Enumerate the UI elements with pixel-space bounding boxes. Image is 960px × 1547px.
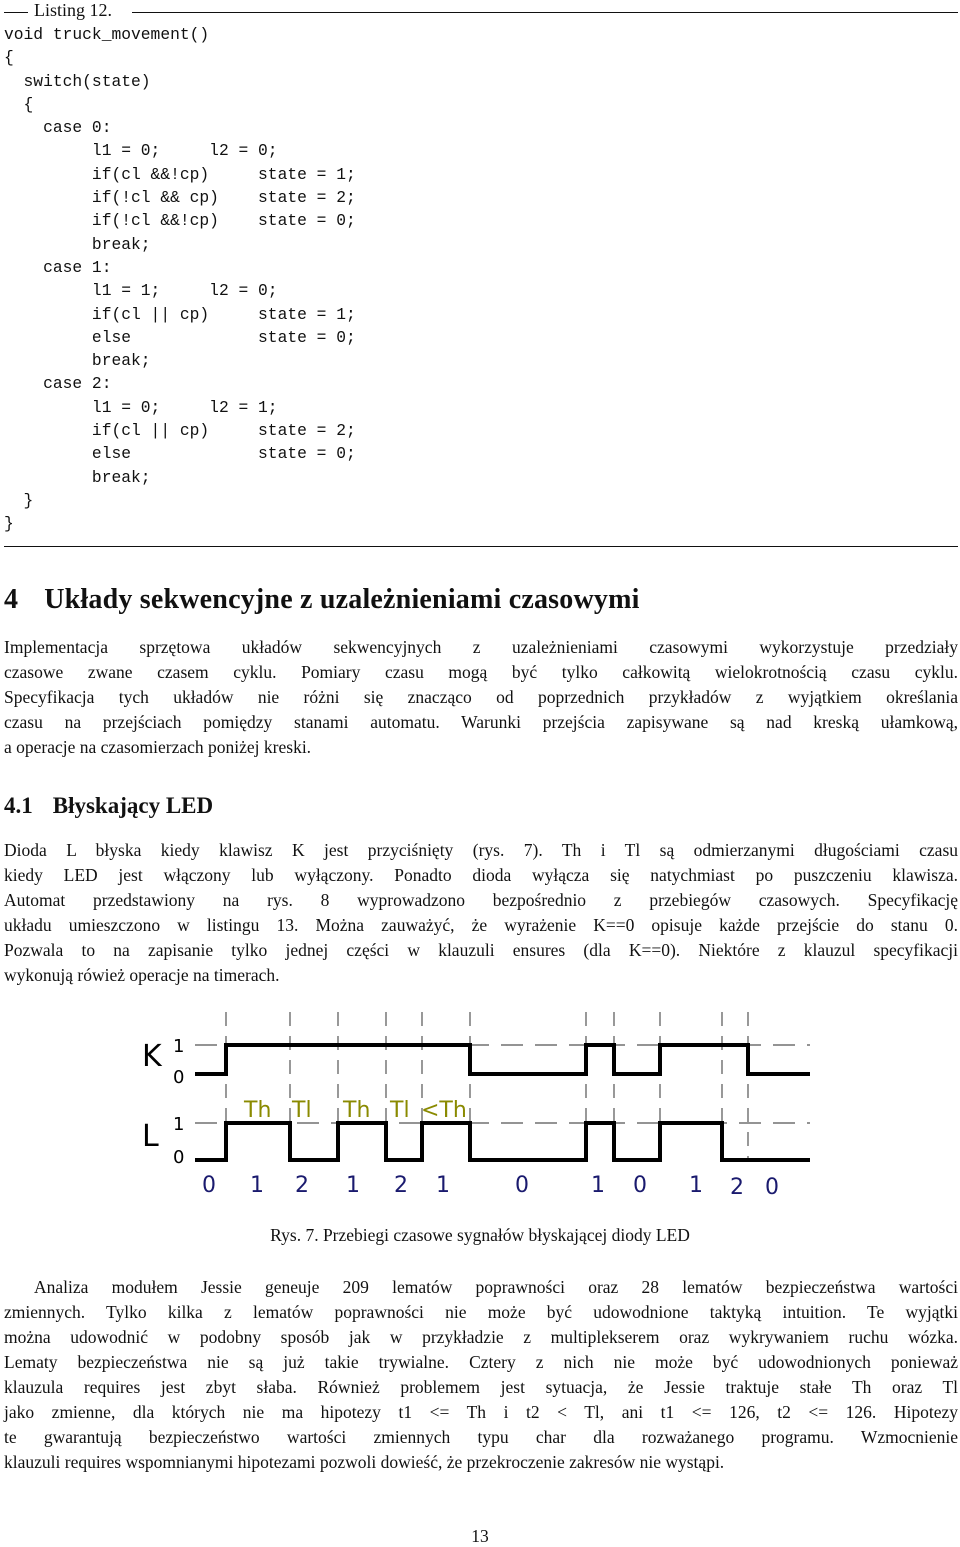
state-label: 2 <box>394 1173 408 1198</box>
section-intro-paragraph <box>4 635 958 760</box>
para-line: Dioda L błyska kiedy klawisz K jest przyciśnięty (rys. 7). Th i Tl są odmierzanymi długościami czasu <box>4 840 958 860</box>
para-line: Automat przedstawiony na rys. 8 wyprowadzono bezpośrednio z przebiegów czasowych. Specyfikację <box>4 890 958 910</box>
state-label: 0 <box>515 1173 529 1198</box>
analysis-line: klauzuli requires wspomnianymi hipotezami pozwoli dowieść, że przekroczenie zakresów nie wystąpi. <box>4 1452 725 1472</box>
listing-caption: Listing 12. <box>34 0 113 20</box>
analysis-line: Lematy bezpieczeństwa nie są już takie trywialne. Cztery z nich nie może być udowodnionych ponieważ <box>4 1352 958 1372</box>
subsection-heading <box>4 793 213 819</box>
time-guides <box>226 1012 748 1160</box>
section-heading <box>4 584 640 616</box>
state-label: 1 <box>346 1173 360 1198</box>
para-line: układu umieszczono w listingu 13. Można zauważyć, że wyrażenie K==0 opisuje każde przejście do stanu 0. <box>4 915 958 935</box>
listing-rule-right <box>132 12 958 13</box>
analysis-line: Analiza modułem Jessie geneuje 209 lematów poprawności oraz 28 lematów bezpieczeństwa wartości <box>34 1277 958 1297</box>
state-label: 0 <box>765 1175 779 1200</box>
analysis-line: zmiennych. Tylko kilka z lematów poprawności nie może być udowodnione taktyką intuition. Te wyjątki <box>4 1302 958 1322</box>
timer-label: Tl <box>292 1098 312 1123</box>
listing-bottom-rule <box>4 546 958 547</box>
k-level-high: 1 <box>173 1036 185 1057</box>
signal-l-label: L <box>142 1119 159 1154</box>
intro-line: czasu na przejściach pomiędzy stanami automatu. Warunki przejścia zapisywane są nad kreską ułamkową, <box>4 712 958 732</box>
section-title: Układy sekwencyjne z uzależnieniami czasowymi <box>44 584 640 615</box>
analysis-line: te gwarantują bezpieczeństwo wartości zmiennych typu char dla rozważanego programu. Wzmocnienie <box>4 1427 958 1447</box>
subsection-paragraph <box>4 838 958 988</box>
k-waveform <box>195 1045 810 1074</box>
para-line: kiedy LED jest włączony lub wyłączony. Ponadto dioda wyłącza się natychmiast po puszczeniu klawisza. <box>4 865 958 885</box>
subsection-title: Błyskający LED <box>52 793 214 818</box>
state-label: 2 <box>295 1173 309 1198</box>
state-label: 1 <box>250 1173 264 1198</box>
timer-label: Tl <box>390 1098 410 1123</box>
state-label: 1 <box>436 1173 450 1198</box>
timing-diagram <box>0 1005 960 1210</box>
l-waveform <box>195 1123 810 1160</box>
signal-k-label: K <box>142 1039 162 1074</box>
state-label: 0 <box>633 1173 647 1198</box>
page-number: 13 <box>471 1526 489 1546</box>
timer-label: Th <box>343 1098 371 1123</box>
intro-line: a operacje na czasomierzach poniżej kreski. <box>4 737 312 757</box>
para-line: wykonują rówież operacje na timerach. <box>4 965 280 985</box>
analysis-paragraph <box>4 1275 958 1475</box>
figure-caption: Rys. 7. Przebiegi czasowe sygnałów błyskającej diody LED <box>270 1225 690 1245</box>
analysis-line: jako zmienne, dla których nie ma hipotezy t1 <= Th i t2 < Tl, ani t1 <= 126, t2 <= 126. Hipotezy <box>4 1402 958 1422</box>
analysis-line: można udowodnić w podobny sposób jak w przykładzie z multiplekserem oraz wykrywaniem ruchu wózka. <box>4 1327 958 1347</box>
state-label: 0 <box>202 1173 216 1198</box>
intro-line: czasowe zwane czasem cyklu. Pomiary czasu mogą być tylko całkowitą wielokrotnością czasu cyklu. <box>4 662 958 682</box>
state-label: 1 <box>689 1173 703 1198</box>
timer-label: <Th <box>421 1098 467 1123</box>
timer-labels <box>243 1098 467 1123</box>
state-label: 2 <box>730 1175 744 1200</box>
l-level-low: 0 <box>173 1147 185 1168</box>
para-line: Pozwala to na zapisanie tylko jednej części w klauzuli ensures (dla K==0). Niektóre z klauzul specyfikacji <box>4 940 958 960</box>
state-labels <box>202 1173 779 1200</box>
intro-line: Specyfikacja tych układów nie różni się znacząco od poprzednich przykładów z wyjątkiem określania <box>4 687 958 707</box>
k-level-low: 0 <box>173 1067 185 1088</box>
analysis-line: klauzula requires jest zbyt słaba. Również problemem jest sytuacja, że Jessie traktuje stałe Th oraz Tl <box>4 1377 958 1397</box>
state-label: 1 <box>591 1173 605 1198</box>
timer-label: Th <box>244 1098 272 1123</box>
listing-rule-left <box>4 12 28 13</box>
code-listing: void truck_movement() { switch(state) { case 0: l1 = 0; l2 = 0; if(cl &&!cp) state = 1; if(!cl && cp) state = 2; if(!cl &&!cp) state = 0; break; case 1: l1 = 1; l2 = 0; if(cl || cp) state = 1; else state = 0; break; case 2: l1 = 0; l2 = 1; if(cl || cp) state = 2; else state = 0; break; } } <box>4 25 356 534</box>
l-level-high: 1 <box>173 1114 185 1135</box>
intro-line: Implementacja sprzętowa układów sekwencyjnych z uzależnieniami czasowymi wykorzystuje przedziały <box>4 637 958 657</box>
subsection-number: 4.1 <box>4 793 33 818</box>
section-number: 4 <box>4 584 19 615</box>
